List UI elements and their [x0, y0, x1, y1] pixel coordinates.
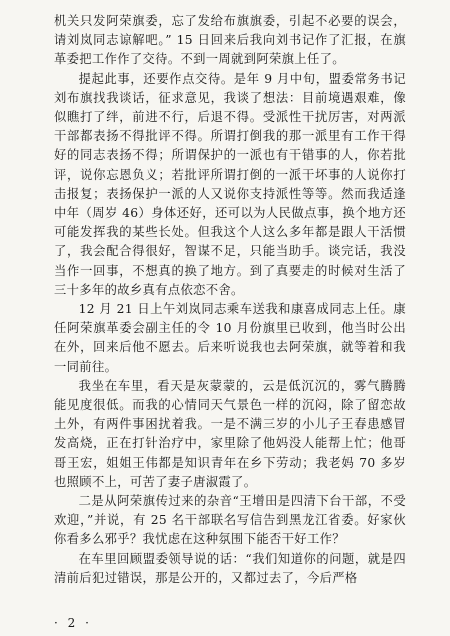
paragraph-3: 12 月 21 日上午刘岚同志乘车送我和康喜成同志上任。康任阿荣旗革委会副主任的令 10 月份旗里已收到，他当时公出在外，回来后他不愿去。后来听说我也去阿荣旗，就等着和我一同前往。 — [54, 302, 406, 374]
paragraph-2: 提起此事，还要作点交待。是年 9 月中旬，盟委常务书记刘布旗找我谈话，征求意见，我谈了想法：目前境遇艰难，像似瞧打了绊，前进不行，后退不得。受派性干扰厉害，对两派干部都表扬不得批评不得。所谓打倒我的那一派里有工作干得好的同志表扬不得；所谓保护的一派也有干错事的人，你若批评，说你忘恩负义；若批评所谓打倒的一派干坏事的人说你打击报复；表扬保护一派的人又说你支持派性等等。然而我适逢中年（周岁 46）身体还好，还可以为人民做点事，换个地方还可能发挥我的某些长处。但我这个人这么多年都是跟人干活惯了，我会配合得很好，智谋不足，只能当助手。谈完话，我没当作一回事，不想真的换了地方。到了真要走的时候对生活了三十多年的故乡真有点依恋不舍。 — [54, 71, 406, 297]
document-page — [54, 12, 406, 622]
paragraph-4: 我坐在车里，看天是灰蒙蒙的，云是低沉沉的，雾气腾腾能见度很低。而我的心情同天气景色一样的沉闷，除了留恋故土外，有两件事困扰着我。一是不满三岁的小儿子王春患感冒发高烧，正在打针治疗中，家里除了他妈没人能帮上忙；他哥哥王宏，姐姐王伟都是知识青年在乡下劳动；我老妈 70 多岁也照顾不上，可苦了妻子唐淑霞了。 — [54, 378, 406, 489]
paragraph-6: 在车里回顾盟委领导说的话：“我们知道你的问题，就是四清前后犯过错误，那是公开的，又都过去了，今后严格 — [54, 551, 406, 585]
paragraph-5: 二是从阿荣旗传过来的杂音“王增田是四清下台干部，不受欢迎，”并说，有 25 名干部联名写信告到黑龙江省委。好家伙你看多么邪乎？我忧虑在这种氛围下能否干好工作？ — [54, 494, 406, 547]
paragraph-1: 机关只发阿荣旗委，忘了发给布旗旗委，引起不必要的误会，请刘岚同志谅解吧。” 15 日回来后我向刘书记作了汇报，在旗革委把工作作了交待。不到一周就到阿荣旗上任了。 — [54, 14, 406, 67]
page-number: · 2 · — [54, 616, 92, 630]
